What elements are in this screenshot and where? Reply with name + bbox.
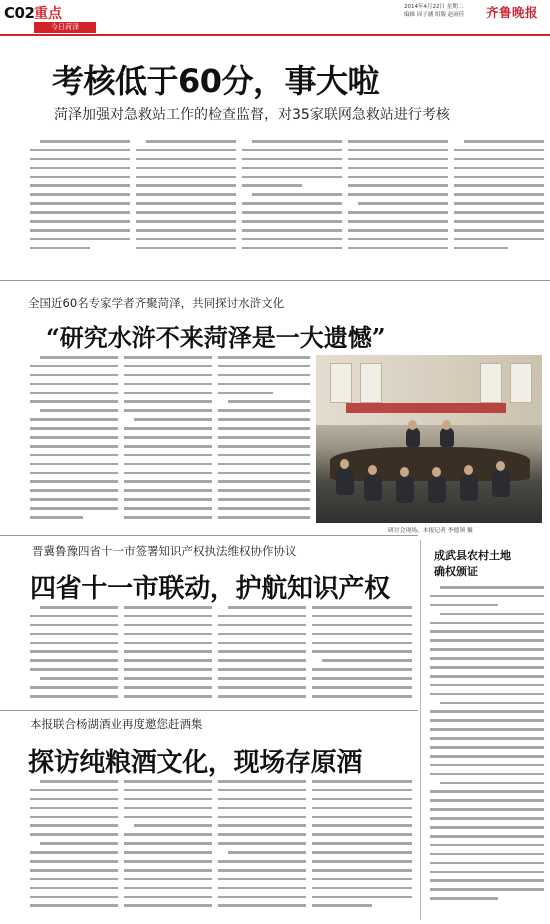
section-title: 重点 — [34, 6, 62, 22]
story2-column-1 — [30, 356, 118, 524]
editor-line: 编辑 周子涵 组版 赵雨佳 — [404, 12, 465, 18]
story2-column-3 — [218, 356, 310, 524]
story4-column-3 — [218, 780, 306, 920]
story4-column-1 — [30, 780, 118, 920]
story2-headline: “研究水浒不来菏泽是一大遗憾” — [46, 323, 386, 352]
story2-column-2 — [124, 356, 212, 524]
story1-column-3 — [242, 140, 342, 260]
header-rule — [0, 34, 550, 36]
story1-column-1 — [30, 140, 130, 260]
section-divider — [0, 280, 550, 281]
story4-headline: 探访纯粮酒文化，现场存原酒 — [28, 748, 363, 778]
photo-caption: 研讨会现场。本报记者 李德领 摄 — [388, 528, 473, 534]
sidebar-headline-line-1: 成武县农村土地 — [434, 549, 511, 562]
story3-column-4 — [312, 606, 412, 706]
section-divider — [0, 710, 418, 711]
story1-headline: 考核低于60分，事大啦 — [52, 62, 380, 100]
story1-column-5 — [454, 140, 544, 260]
sidebar-body — [430, 586, 544, 920]
story3-kicker: 晋冀鲁豫四省十一市签署知识产权执法维权协作协议 — [32, 544, 297, 558]
newspaper-logo: 齐鲁晚报 — [486, 5, 539, 20]
story4-column-2 — [124, 780, 212, 920]
sidebar-divider — [420, 540, 421, 920]
section-divider — [0, 535, 418, 536]
story1-subhead: 菏泽加强对急救站工作的检查监督，对35家联网急救站进行考核 — [54, 107, 450, 123]
conference-photo — [316, 355, 542, 523]
story3-headline: 四省十一市联动，护航知识产权 — [30, 574, 390, 604]
story1-column-2 — [136, 140, 236, 260]
sub-section-badge: 今日菏泽 — [34, 22, 96, 33]
story4-kicker: 本报联合杨湖酒业再度邀您赶酒集 — [30, 717, 203, 731]
story3-column-2 — [124, 606, 212, 706]
story2-kicker: 全国近60名专家学者齐聚菏泽，共同探讨水浒文化 — [28, 296, 285, 310]
sidebar-headline-line-2: 确权颁证 — [434, 565, 478, 578]
story1-column-4 — [348, 140, 448, 260]
story3-column-1 — [30, 606, 118, 706]
sidebar-headline — [434, 548, 511, 580]
issue-date: 2014年4月22日 星期二 — [404, 4, 464, 10]
page-number: C02 — [4, 4, 35, 22]
story3-column-3 — [218, 606, 306, 706]
story4-column-4 — [312, 780, 412, 920]
